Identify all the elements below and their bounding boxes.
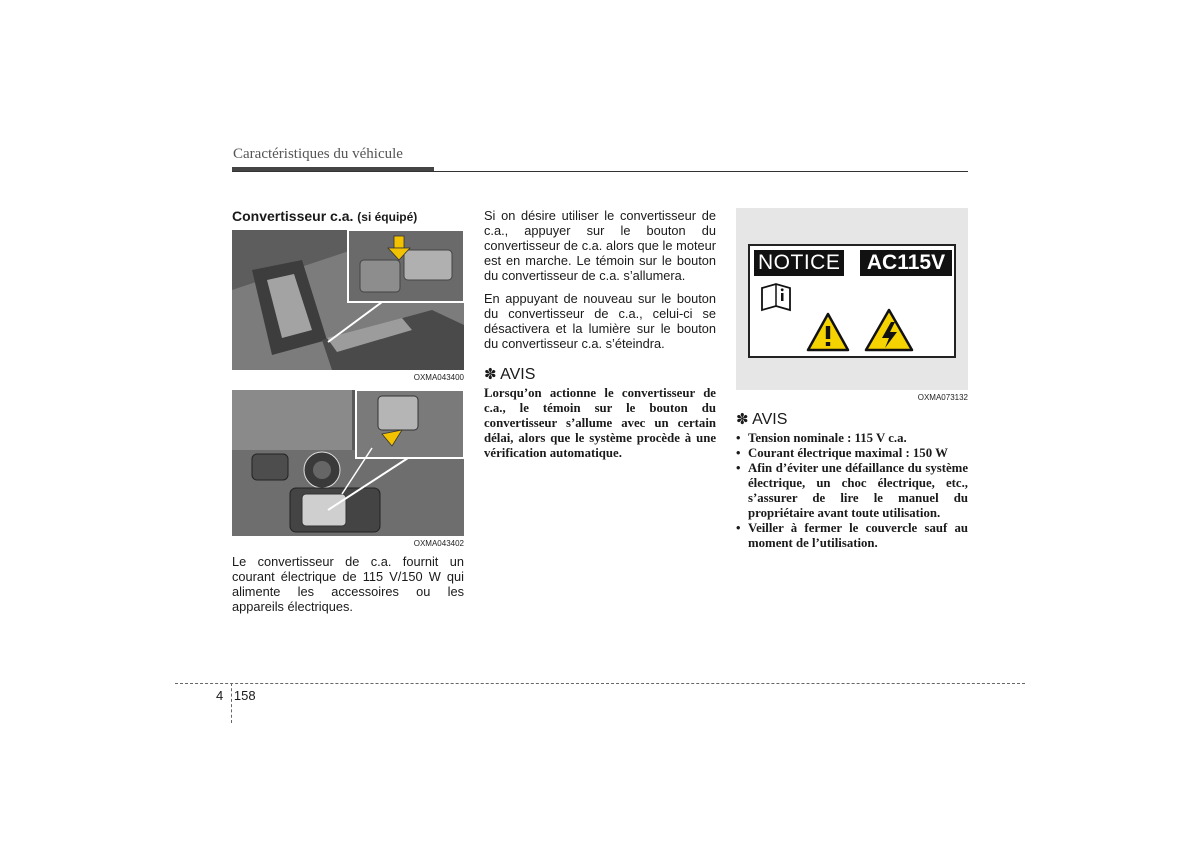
photo2-caption: OXMA043402 [413,539,464,548]
column-3 [736,208,968,551]
notice-label [748,244,956,358]
page-number [216,688,256,703]
list-item [736,431,968,446]
bullet-icon: • [736,461,741,475]
column-1 [232,208,464,614]
avis-heading [484,365,716,384]
photo1-caption: OXMA043400 [413,373,464,382]
list-item-text: Courant électrique maximal : 150 W [748,446,948,460]
list-item [736,446,968,461]
list-item-text: Veiller à fermer le couvercle sauf au moment de l’utilisation. [748,521,968,550]
running-header: Caractéristiques du véhicule [233,146,403,162]
col2-paragraph-1: Si on désire utiliser le convertisseur de c.a., appuyer sur le bouton du convertisseur de c.a. alors que le moteur est en marche. Le témoin sur le bouton du convertisseur de c.a. s’allumera. [484,208,716,283]
footer-rule [175,683,1025,684]
list-item-text: Tension nominale : 115 V c.a. [748,431,907,445]
avis-heading-2 [736,410,968,429]
avis-star-icon: ✽ [484,366,497,383]
high-voltage-icon [866,310,912,350]
console-switch-illustration [232,390,464,536]
avis-heading-text: AVIS [752,411,788,428]
column-2 [484,208,716,461]
section-title [232,208,464,224]
manual-info-icon [762,284,790,310]
notice-icons [750,276,954,356]
notice-label-image [736,208,968,390]
bullet-icon: • [736,431,741,445]
avis-heading-text: AVIS [500,366,536,383]
bullet-icon: • [736,446,741,460]
section-title-suffix: (si équipé) [357,210,418,224]
section-title-text: Convertisseur c.a. [232,208,354,224]
avis-text: Lorsqu’on actionne le convertisseur de c.a., le témoin sur le bouton du convertisseur s’allume avec un certain délai, alors que le système procède à une vérification automatique. [484,386,716,460]
list-item [736,461,968,521]
gear-console-illustration [232,230,464,370]
console-switch-photo [232,390,464,536]
section-number: 4 [216,688,224,703]
col1-paragraph: Le convertisseur de c.a. fournit un courant électrique de 115 V/150 W qui alimente les accessoires ou les appareils électriques. [232,554,464,614]
avis-list [736,431,968,551]
bullet-icon: • [736,521,741,535]
notice-label-text: NOTICE [754,250,844,276]
list-item-text: Afin d’éviter une défaillance du système électrique, un choc électrique, etc., s’assurer de lire le manuel du propriétaire avant toute utilisation. [748,461,968,520]
ac-voltage-label: AC115V [860,250,952,276]
gear-console-photo [232,230,464,370]
list-item [736,521,968,551]
avis-star-icon: ✽ [736,411,749,428]
page-number-value: 158 [233,688,256,703]
warning-exclamation-icon [808,314,848,350]
header-rule [232,171,968,172]
notice-image-caption: OXMA073132 [917,393,968,402]
col2-paragraph-2: En appuyant de nouveau sur le bouton du convertisseur de c.a., celui-ci se désactivera et la lumière sur le bouton du convertisseur c.a. s’éteindra. [484,291,716,351]
